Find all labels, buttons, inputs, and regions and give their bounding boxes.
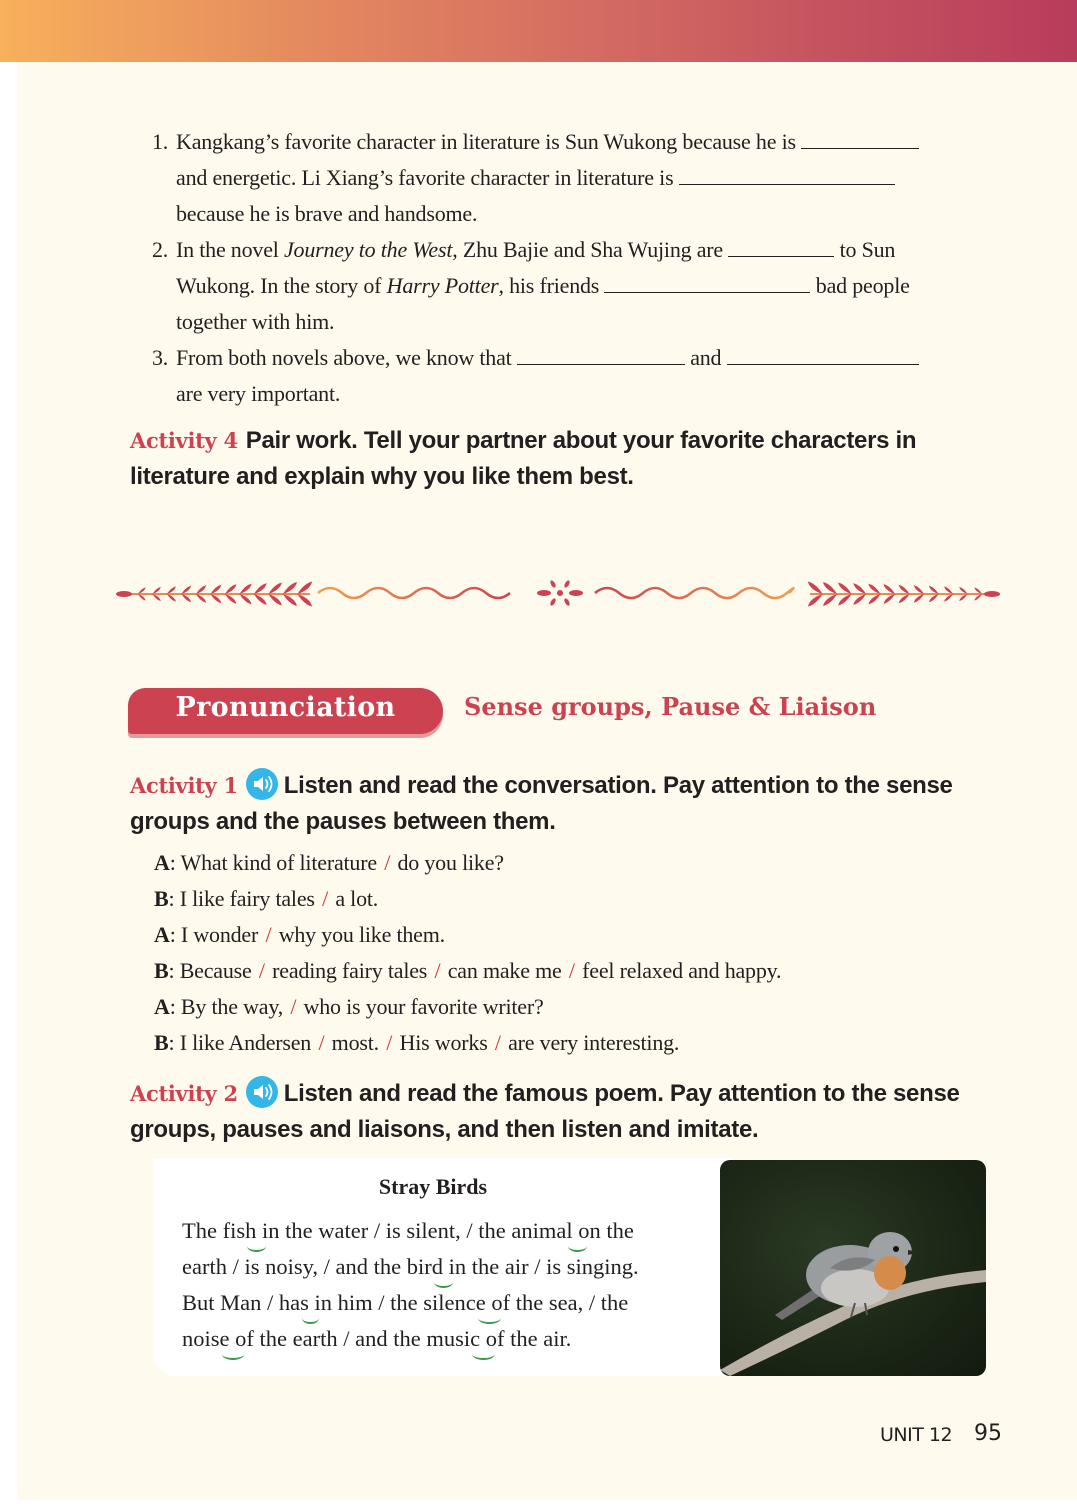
liaison-mark: e o [476, 1290, 503, 1315]
item-text: and energetic. Li Xiang’s favorite character in literature is [176, 165, 679, 190]
wave-line-right [595, 588, 794, 598]
pause-slash: / [322, 886, 328, 911]
dialogue-line: B: Because / reading fairy tales / can make me / feel relaxed and happy. [154, 958, 782, 983]
flower-ornament-icon [537, 580, 583, 607]
item-line [176, 268, 910, 304]
activity-1-heading-cont: groups and the pauses between them. [130, 808, 556, 835]
answer-blank[interactable] [728, 238, 834, 257]
item-text: and [684, 345, 727, 370]
sense-group: are very interesting. [508, 1030, 680, 1055]
sense-group: I like fairy tales [179, 886, 315, 911]
activity-instruction: Pair work. Tell your partner about your favorite characters in [245, 427, 917, 454]
poem-line: The fish i n the water / is silent, / the animal o n the [182, 1213, 634, 1249]
answer-blank[interactable] [517, 346, 685, 365]
pause-slash: / [386, 1030, 393, 1055]
activity-instruction: Listen and read the conversation. Pay attention to the sense [283, 772, 953, 799]
liaison-arc [222, 1348, 245, 1360]
activity-2-heading [130, 1076, 960, 1112]
ornamental-divider [110, 565, 1010, 615]
pronunciation-badge [128, 688, 443, 734]
item-text: to Sun [834, 237, 896, 262]
item-line [176, 340, 919, 376]
answer-blank[interactable] [801, 130, 919, 149]
sense-group: reading fairy tales [272, 958, 428, 983]
pause-slash: / [434, 958, 441, 983]
activity-4-heading [130, 423, 916, 459]
pause-slash: / [568, 958, 575, 983]
item-number: 1. [152, 129, 169, 154]
item-text: Wukong. In the story of [176, 273, 387, 298]
item-number: 2. [152, 237, 169, 262]
sense-group: a lot. [335, 886, 379, 911]
page-number: 95 [974, 1421, 1002, 1446]
pause-slash: / [258, 958, 265, 983]
speaker-icon[interactable] [246, 768, 278, 800]
dialogue-line: B: I like Andersen / most. / His works / are very interesting. [154, 1030, 680, 1055]
pause-slash: / [265, 922, 272, 947]
item-line [176, 160, 895, 196]
sense-group: By the way, [180, 994, 283, 1019]
item-text: Kangkang’s favorite character in literature is Sun Wukong because he is [176, 129, 802, 154]
sense-group: feel relaxed and happy. [582, 958, 782, 983]
dialogue-line: B: I like fairy tales / a lot. [154, 886, 379, 911]
unit-label: UNIT 12 [880, 1424, 953, 1446]
activity-instruction: Listen and read the famous poem. Pay attention to the sense [283, 1080, 960, 1107]
sense-group: I like Andersen [179, 1030, 312, 1055]
dialogue-line: A: I wonder / why you like them. [154, 922, 445, 947]
activity-1-heading [130, 768, 953, 804]
poem-line: noise o f the earth / and the music o f the air. [182, 1321, 571, 1357]
item-number: 3. [152, 345, 169, 370]
leaf-branch-left-icon [116, 581, 312, 606]
activity-4-heading-cont: literature and explain why you like them best. [130, 463, 634, 490]
speaker-label: A [154, 850, 170, 875]
activity-2-heading-cont: groups, pauses and liaisons, and then listen and imitate. [130, 1116, 759, 1143]
sense-group: What kind of literature [180, 850, 377, 875]
poem-line: But Man / has i n him / the silence o f the sea, / the [182, 1285, 628, 1321]
answer-blank[interactable] [604, 274, 810, 293]
sense-group: I wonder [180, 922, 259, 947]
liaison-mark: c o [470, 1326, 497, 1351]
dialogue-line: A: What kind of literature / do you like? [154, 850, 504, 875]
book-title: Harry Potter [386, 273, 499, 298]
liaison-mark: h i [245, 1218, 268, 1243]
item-line: because he is brave and handsome. [176, 201, 478, 226]
item-text: , Zhu Bajie and Sha Wujing are [452, 237, 729, 262]
item-text: In the novel [176, 237, 284, 262]
dialogue-line: A: By the way, / who is your favorite writer? [154, 994, 544, 1019]
item-text: From both novels above, we know that [176, 345, 517, 370]
speaker-label: A [154, 994, 170, 1019]
sense-group: why you like them. [278, 922, 445, 947]
pause-slash: / [290, 994, 297, 1019]
item-text: , his friends [498, 273, 605, 298]
leaf-branch-right-icon [808, 581, 1000, 606]
activity-label: Activity 4 [130, 428, 238, 453]
poem-line: earth / is noisy, / and the bird i n the air / is singing. [182, 1249, 639, 1285]
poem-title: Stray Birds [378, 1174, 488, 1199]
pause-slash: / [384, 850, 391, 875]
section-title: Pronunciation [175, 692, 396, 723]
bird-on-branch-photo [720, 1160, 986, 1376]
sense-group: who is your favorite writer? [303, 994, 544, 1019]
activity-label: Activity 2 [130, 1081, 238, 1106]
liaison-arc [472, 1348, 495, 1360]
sense-group: can make me [447, 958, 562, 983]
poem-box [153, 1158, 733, 1376]
item-text: bad people [810, 273, 910, 298]
section-subtitle: Sense groups, Pause & Liaison [464, 692, 877, 721]
pause-slash: / [494, 1030, 501, 1055]
speaker-label: B [154, 958, 169, 983]
speaker-icon[interactable] [246, 1076, 278, 1108]
sense-group: His works [399, 1030, 488, 1055]
answer-blank[interactable] [727, 346, 919, 365]
item-line [176, 232, 895, 268]
liaison-mark: e o [220, 1326, 247, 1351]
liaison-mark: s i [300, 1290, 321, 1315]
sense-group: most. [331, 1030, 379, 1055]
speaker-label: B [154, 886, 169, 911]
sense-group: do you like? [397, 850, 504, 875]
wave-line-left [318, 588, 510, 598]
speaker-label: A [154, 922, 170, 947]
speaker-label: B [154, 1030, 169, 1055]
answer-blank[interactable] [679, 166, 895, 185]
activity-label: Activity 1 [130, 773, 238, 798]
liaison-mark: l o [566, 1218, 589, 1243]
pause-slash: / [318, 1030, 325, 1055]
book-title: Journey to the West [283, 237, 453, 262]
liaison-mark: d i [432, 1254, 455, 1279]
header-gradient-band [0, 0, 1077, 62]
item-line: are very important. [176, 381, 341, 406]
item-line: together with him. [176, 309, 335, 334]
sense-group: Because [179, 958, 252, 983]
item-line [176, 124, 919, 160]
